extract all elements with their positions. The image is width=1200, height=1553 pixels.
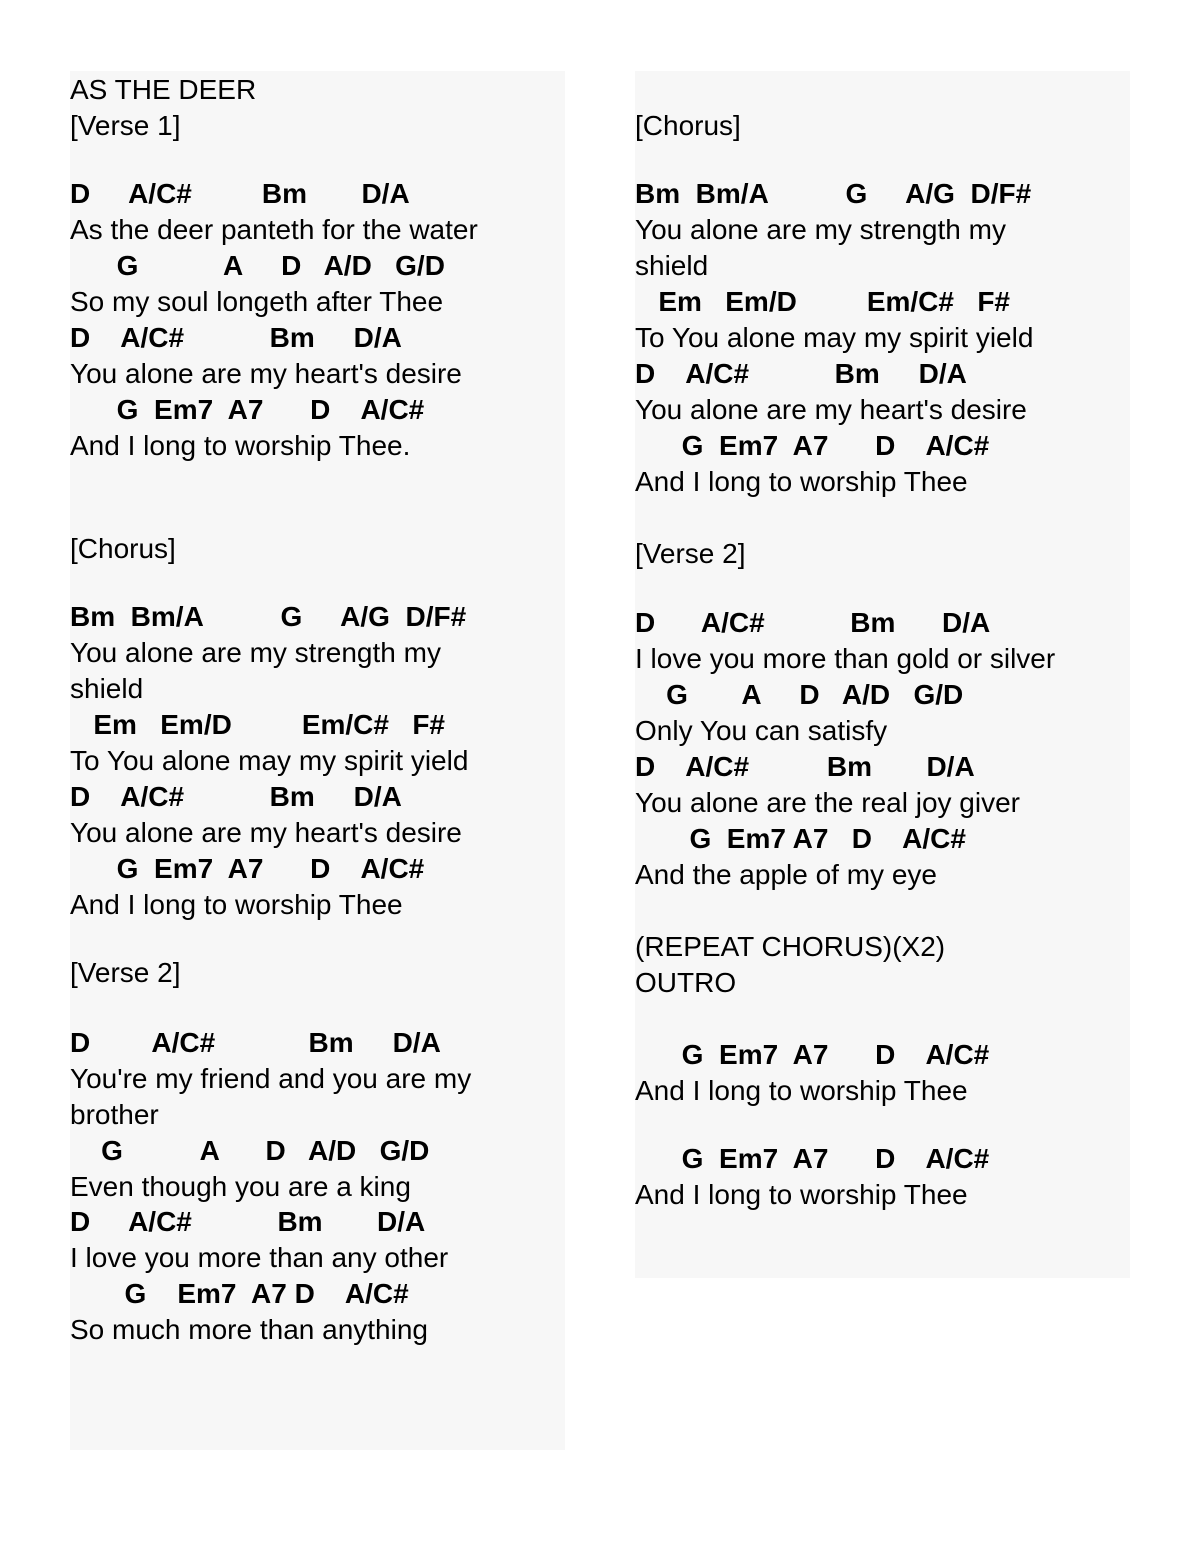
lyric-line: You alone are my heart's desire (635, 394, 1027, 425)
right-column (635, 71, 1130, 1278)
lyric-line: And I long to worship Thee (635, 1179, 968, 1210)
chord-line: D A/C# Bm D/A (635, 751, 975, 782)
section-label: [Verse 2] (635, 538, 746, 569)
chord-line: D A/C# Bm D/A (70, 178, 410, 209)
chord-line: G Em7 A7 D A/C# (635, 1039, 990, 1070)
lyric-line: Only You can satisfy (635, 715, 888, 746)
section-label: OUTRO (635, 967, 737, 998)
lyric-line: So my soul longeth after Thee (70, 286, 444, 317)
chord-line: G A D A/D G/D (635, 679, 964, 710)
lyric-line: As the deer panteth for the water (70, 214, 478, 245)
lyric-line: To You alone may my spirit yield (70, 745, 469, 776)
chord-line: Bm Bm/A G A/G D/F# (70, 601, 467, 632)
lyric-line: You alone are my heart's desire (70, 358, 462, 389)
chord-line: G Em7 A7 D A/C# (635, 430, 990, 461)
lyric-line: You alone are my strength my (635, 214, 1006, 245)
chord-line: Bm Bm/A G A/G D/F# (635, 178, 1032, 209)
section-label: (REPEAT CHORUS)(X2) (635, 931, 946, 962)
lyric-line: And I long to worship Thee (70, 889, 403, 920)
lyric-line: To You alone may my spirit yield (635, 322, 1034, 353)
lyric-line: You alone are my strength my (70, 637, 441, 668)
lyric-line: shield (70, 673, 144, 704)
lyric-line: brother (70, 1099, 159, 1130)
lyric-line: You alone are my heart's desire (70, 817, 462, 848)
chord-line: D A/C# Bm D/A (635, 358, 967, 389)
lyric-line: And I long to worship Thee (635, 1075, 968, 1106)
section-label: [Verse 1] (70, 110, 181, 141)
section-label: [Verse 2] (70, 957, 181, 988)
lyric-line: I love you more than gold or silver (635, 643, 1056, 674)
lyric-line: I love you more than any other (70, 1242, 449, 1273)
lyric-line: And the apple of my eye (635, 859, 937, 890)
chord-line: G Em7 A7 D A/C# (635, 1143, 990, 1174)
chord-line: G Em7 A7 D A/C# (635, 823, 966, 854)
chord-line: G Em7 A7 D A/C# (70, 853, 425, 884)
lyric-line: shield (635, 250, 709, 281)
chord-line: Em Em/D Em/C# F# (70, 709, 445, 740)
chord-line: Em Em/D Em/C# F# (635, 286, 1010, 317)
chord-line: G Em7 A7 D A/C# (70, 394, 425, 425)
chord-line: D A/C# Bm D/A (70, 1027, 441, 1058)
song-title: AS THE DEER (70, 74, 257, 105)
chord-line: G A D A/D G/D (70, 250, 445, 281)
lyric-line: So much more than anything (70, 1314, 428, 1345)
chord-line: D A/C# Bm D/A (635, 607, 991, 638)
lyric-line: And I long to worship Thee. (70, 430, 411, 461)
lyric-line: You alone are the real joy giver (635, 787, 1020, 818)
chord-line: D A/C# Bm D/A (70, 322, 402, 353)
left-column (70, 71, 565, 1450)
section-label: [Chorus] (635, 110, 741, 141)
chord-line: G Em7 A7 D A/C# (70, 1278, 409, 1309)
section-label: [Chorus] (70, 533, 176, 564)
lyric-line: Even though you are a king (70, 1171, 411, 1202)
lyric-line: You're my friend and you are my (70, 1063, 472, 1094)
chord-line: D A/C# Bm D/A (70, 1206, 426, 1237)
chord-line: G A D A/D G/D (70, 1135, 430, 1166)
lyric-line: And I long to worship Thee (635, 466, 968, 497)
chord-line: D A/C# Bm D/A (70, 781, 402, 812)
